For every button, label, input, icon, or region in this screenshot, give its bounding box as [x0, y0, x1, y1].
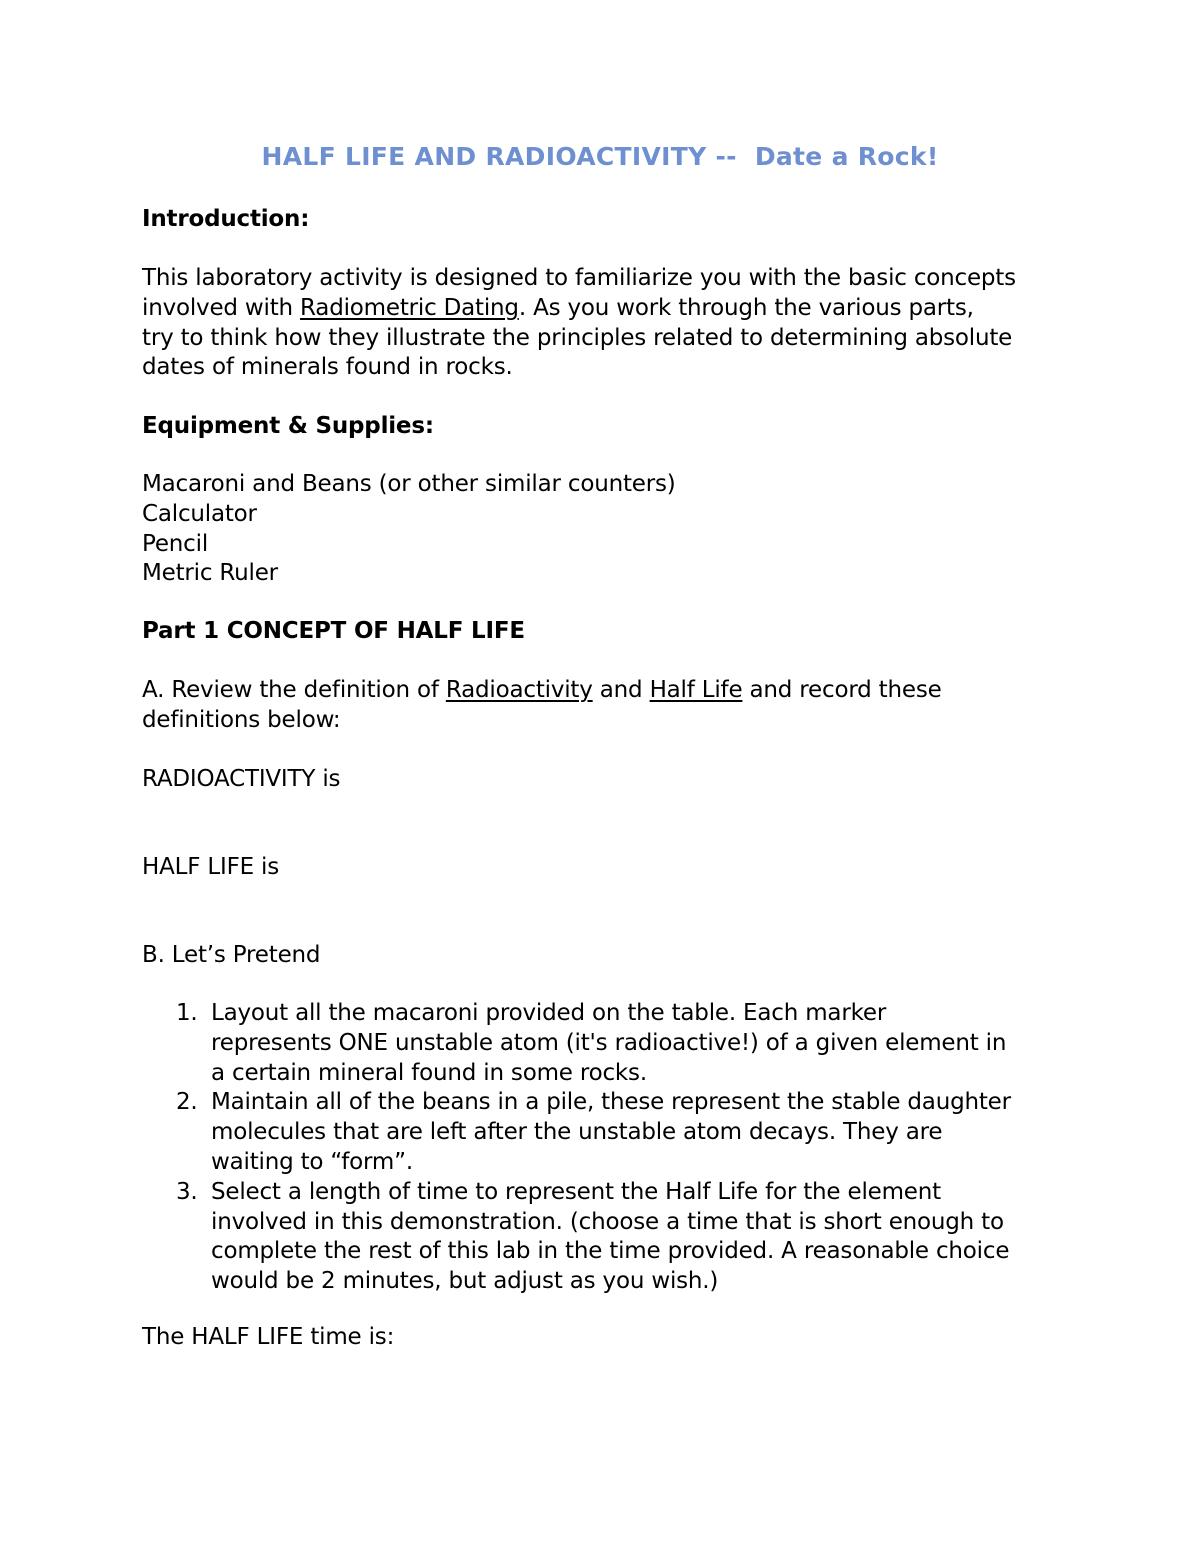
halflife-prompt-text: HALF LIFE is	[142, 854, 280, 880]
halflife-prompt	[142, 853, 1072, 883]
equipment-item: Calculator	[142, 500, 257, 527]
radioactivity-prompt	[142, 765, 1072, 795]
intro-line	[142, 264, 1072, 294]
list-item	[142, 1178, 1102, 1297]
step-number: 3.	[176, 1178, 198, 1205]
halflife-time-prompt	[142, 1323, 1072, 1353]
step-number: 1.	[176, 1000, 198, 1026]
intro-section	[142, 205, 1072, 235]
intro-line	[142, 353, 1072, 383]
list-item	[142, 999, 1102, 1088]
part-a-line	[142, 676, 1072, 706]
part1-section	[142, 617, 1072, 647]
list-item	[142, 1088, 1102, 1177]
equipment-item: Macaroni and Beans (or other similar counters)	[142, 471, 676, 497]
part1-heading: Part 1 CONCEPT OF HALF LIFE	[142, 618, 525, 644]
part-a-text: and record these	[742, 677, 942, 703]
step-line: involved in this demonstration. (choose a time that is short enough to	[211, 1208, 1004, 1235]
intro-paragraph	[142, 264, 1072, 383]
steps-list	[142, 999, 1102, 1297]
radioactivity-term: Radioactivity	[445, 677, 593, 703]
intro-text: try to think how they illustrate the principles related to determining absolute	[142, 324, 1013, 351]
half-life-term: Half Life	[649, 677, 743, 703]
part-a-line: definitions below:	[142, 706, 341, 733]
step-number: 2.	[176, 1089, 198, 1116]
step-line: Select a length of time to represent the Half Life for the element	[211, 1178, 941, 1205]
intro-line	[142, 294, 1072, 324]
step-line: Layout all the macaroni provided on the table. Each marker	[211, 1000, 887, 1026]
equipment-list	[142, 470, 1072, 589]
step-line: a certain mineral found in some rocks.	[211, 1059, 647, 1086]
step-line: Maintain all of the beans in a pile, these represent the stable daughter	[211, 1089, 1011, 1116]
part-a-text: and	[592, 677, 650, 703]
halflife-time-prompt-text: The HALF LIFE time is:	[142, 1324, 395, 1350]
page-title: HALF LIFE AND RADIOACTIVITY -- Date a Rock!	[261, 142, 939, 171]
equipment-section	[142, 412, 1072, 442]
intro-line	[142, 324, 1072, 354]
equipment-item: Pencil	[142, 530, 209, 557]
part-b-heading-text: B. Let’s Pretend	[142, 942, 321, 968]
part-a-text: A. Review the definition of	[142, 677, 446, 703]
step-line: molecules that are left after the unstable atom decays. They are	[211, 1119, 943, 1146]
radioactivity-prompt-text: RADIOACTIVITY is	[142, 766, 341, 792]
part-b-heading	[142, 941, 1072, 971]
intro-text: . As you work through the various parts,	[518, 294, 974, 321]
equipment-item: Metric Ruler	[142, 560, 278, 587]
intro-text: This laboratory activity is designed to familiarize you with the basic concepts	[142, 265, 1016, 291]
step-line: would be 2 minutes, but adjust as you wish.)	[211, 1268, 719, 1295]
intro-text: involved with	[142, 294, 301, 321]
step-line: complete the rest of this lab in the time provided. A reasonable choice	[211, 1238, 1010, 1265]
step-line: waiting to “form”.	[211, 1148, 413, 1175]
part-a-instructions	[142, 676, 1072, 736]
radiometric-dating-term: Radiometric Dating	[300, 294, 519, 321]
intro-heading: Introduction:	[142, 206, 310, 232]
intro-text: dates of minerals found in rocks.	[142, 354, 513, 381]
equipment-heading: Equipment & Supplies:	[142, 413, 434, 439]
step-line: represents ONE unstable atom (it's radioactive!) of a given element in	[211, 1029, 1007, 1056]
